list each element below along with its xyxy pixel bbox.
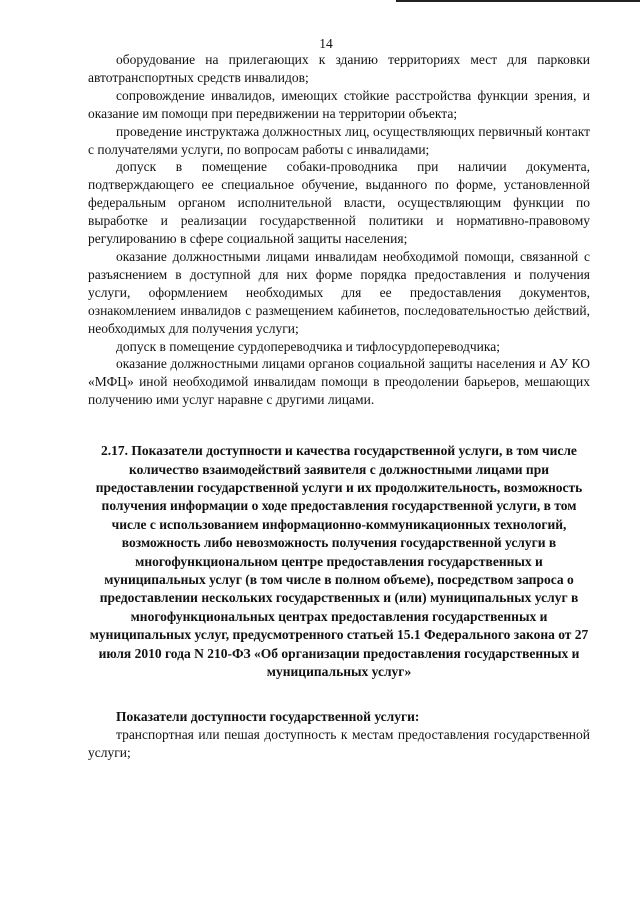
body-paragraph: допуск в помещение собаки-проводника при наличии документа, подтверждающего ее специальное обучение, выданного по форме, установленной федеральным органом исполнительной власти, осуществляющим функции по выработке и реализации государственной политики и нормативно-правовому регулированию в сфере социальной защиты населения; bbox=[88, 159, 590, 247]
top-border-line bbox=[396, 0, 640, 2]
body-paragraph: транспортная или пешая доступность к местам предоставления государственной услуги; bbox=[88, 727, 590, 761]
body-paragraph: оказание должностными лицами органов социальной защиты населения и АУ КО «МФЦ» иной необходимой инвалидам помощи в преодолении барьеров, мешающих получению ими услуг наравне с другими лицами. bbox=[88, 356, 590, 408]
body-paragraph: оказание должностными лицами инвалидам необходимой помощи, связанной с разъяснением в доступной для них форме порядка предоставления и получения услуги, оформлением необходимых для ее предоставления документов, ознакомлением инвалидов с размещением кабинетов, последовательностью действий, необходимых для получения услуги; bbox=[88, 248, 590, 336]
document-body bbox=[88, 51, 590, 762]
body-paragraph: проведение инструктажа должностных лиц, осуществляющих первичный контакт с получателями услуги, по вопросам работы с инвалидами; bbox=[88, 123, 590, 157]
body-paragraph: оборудование на прилегающих к зданию территориях мест для парковки автотранспортных средств инвалидов; bbox=[88, 52, 590, 85]
section-heading: 2.17. Показатели доступности и качества государственной услуги, в том числе количество взаимодействий заявителя с должностными лицами при предоставлении государственной услуги и их продолжительность, возможность получения информации о ходе предоставления государственной услуги, в том числе с использованием информационно-коммуникационных технологий, возможность либо невозможность получения государственной услуги в многофункциональном центре предоставления государственных и муниципальных услуг (в том числе в полном объеме), посредством запроса о предоставлении нескольких государственных и (или) муниципальных услуг в многофункциональных центрах предоставления государственных и муниципальных услуг, предусмотренного статьей 15.1 Федерального закона от 27 июля 2010 года N 210-ФЗ «Об организации предоставления государственных и муниципальных услуг» bbox=[89, 443, 589, 679]
body-paragraph: допуск в помещение сурдопереводчика и тифлосурдопереводчика; bbox=[116, 338, 500, 354]
body-paragraph: сопровождение инвалидов, имеющих стойкие расстройства функции зрения, и оказание им помощи при передвижении на территории объекта; bbox=[88, 87, 590, 121]
page-number: 14 bbox=[319, 36, 333, 51]
subsection-title: Показатели доступности государственной услуги: bbox=[116, 709, 420, 725]
